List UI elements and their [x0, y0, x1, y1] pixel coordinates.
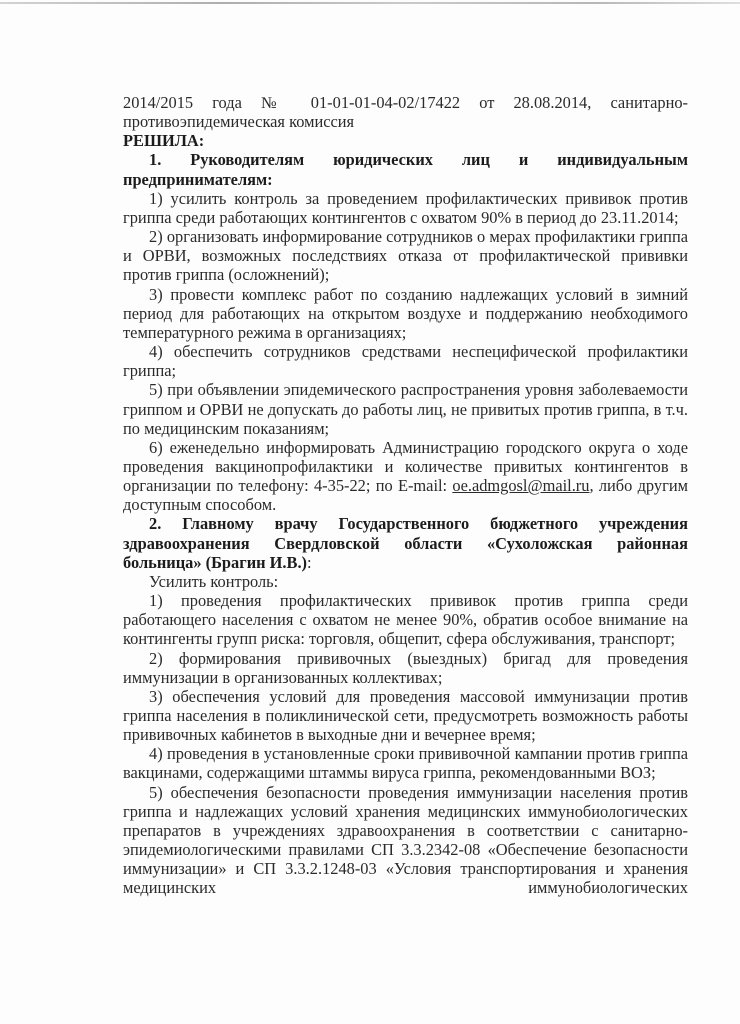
section-1-item-2: 2) организовать информирование сотрудников о мерах профилактики гриппа и ОРВИ, возможных последствиях отказа от профилактической прививки против гриппа (осложнений);	[123, 227, 688, 285]
intro-line-2: противоэпидемическая комиссия	[123, 112, 355, 132]
scan-edge-line	[0, 2, 740, 4]
intro-line-1: 2014/2015 года № 01-01-01-04-02/17422 от 28.08.2014, санитарно-	[123, 93, 688, 112]
section-1-item-5: 5) при объявлении эпидемического распространения уровня заболеваемости гриппом и ОРВИ не допускать до работы лиц, не привитых против гриппа, в т.ч. по медицинским показаниям;	[123, 380, 688, 438]
section-1-item-4: 4) обеспечить сотрудников средствами неспецифической профилактики гриппа;	[123, 342, 688, 381]
section-1-title: 1. Руководителям юридических лиц и индивидуальным предпринимателям:	[123, 150, 688, 189]
section-1-item-6	[123, 438, 688, 515]
section-2-lead: Усилить контроль:	[149, 571, 279, 591]
section-1-item-3: 3) провести комплекс работ по созданию надлежащих условий в зимний период для работающих на открытом воздухе и поддержанию необходимого температурного режима в организациях;	[123, 284, 688, 342]
section-2-item-4: 4) проведения в установленные сроки прививочной кампании против гриппа вакцинами, содержащими штаммы вируса гриппа, рекомендованными ВОЗ;	[123, 744, 688, 783]
email-link[interactable]: oe.admgosl@mail.ru	[452, 476, 590, 496]
item-6-tail: , либо другим доступным способом.	[123, 476, 688, 515]
section-2-title	[123, 514, 688, 571]
section-2-title-colon: :	[307, 552, 312, 572]
section-2-item-5: 5) обеспечения безопасности проведения иммунизации населения против гриппа и надлежащих условий хранения медицинских иммунобиологических препаратов в учреждениях здравоохранения в соответствии с санитарно-эпидемиологическими правилами СП 3.3.2342-08 «Обеспечение безопасности иммунизации» и СП 3.3.2.1248-03 «Условия транспортирования и хранения медицинских иммунобиологических	[123, 782, 688, 898]
item-6-text: 6) еженедельно информировать Администрацию городского округа о ходе проведения вакцинопрофилактики и количестве привитых контингентов в организации по телефону: 4-35-22; по E-mail:	[123, 437, 688, 496]
section-2-item-2: 2) формирования прививочных (выездных) бригад для проведения иммунизации в организованных коллективах;	[123, 648, 688, 687]
section-2-item-3: 3) обеспечения условий для проведения массовой иммунизации против гриппа населения в поликлинической сети, предусмотреть возможность работы прививочных кабинетов в выходные дни и вечернее время;	[123, 686, 688, 745]
decision-heading: РЕШИЛА:	[123, 131, 205, 151]
document-page	[123, 93, 688, 898]
section-2-item-1: 1) проведения профилактических прививок против гриппа среди работающего населения с охватом не менее 90%, обратив особое внимание на контингенты групп риска: торговля, общепит, сфера обслуживания, транспорт;	[123, 591, 688, 649]
section-1-item-1: 1) усилить контроль за проведением профилактических прививок против гриппа среди работающих контингентов с охватом 90% в период до 23.11.2014;	[123, 188, 688, 227]
section-2-title-text: 2. Главному врачу Государственного бюджетного учреждения здравоохранения Свердловской области «Сухоложская районная больница» (Брагин И.В.)	[123, 514, 688, 572]
